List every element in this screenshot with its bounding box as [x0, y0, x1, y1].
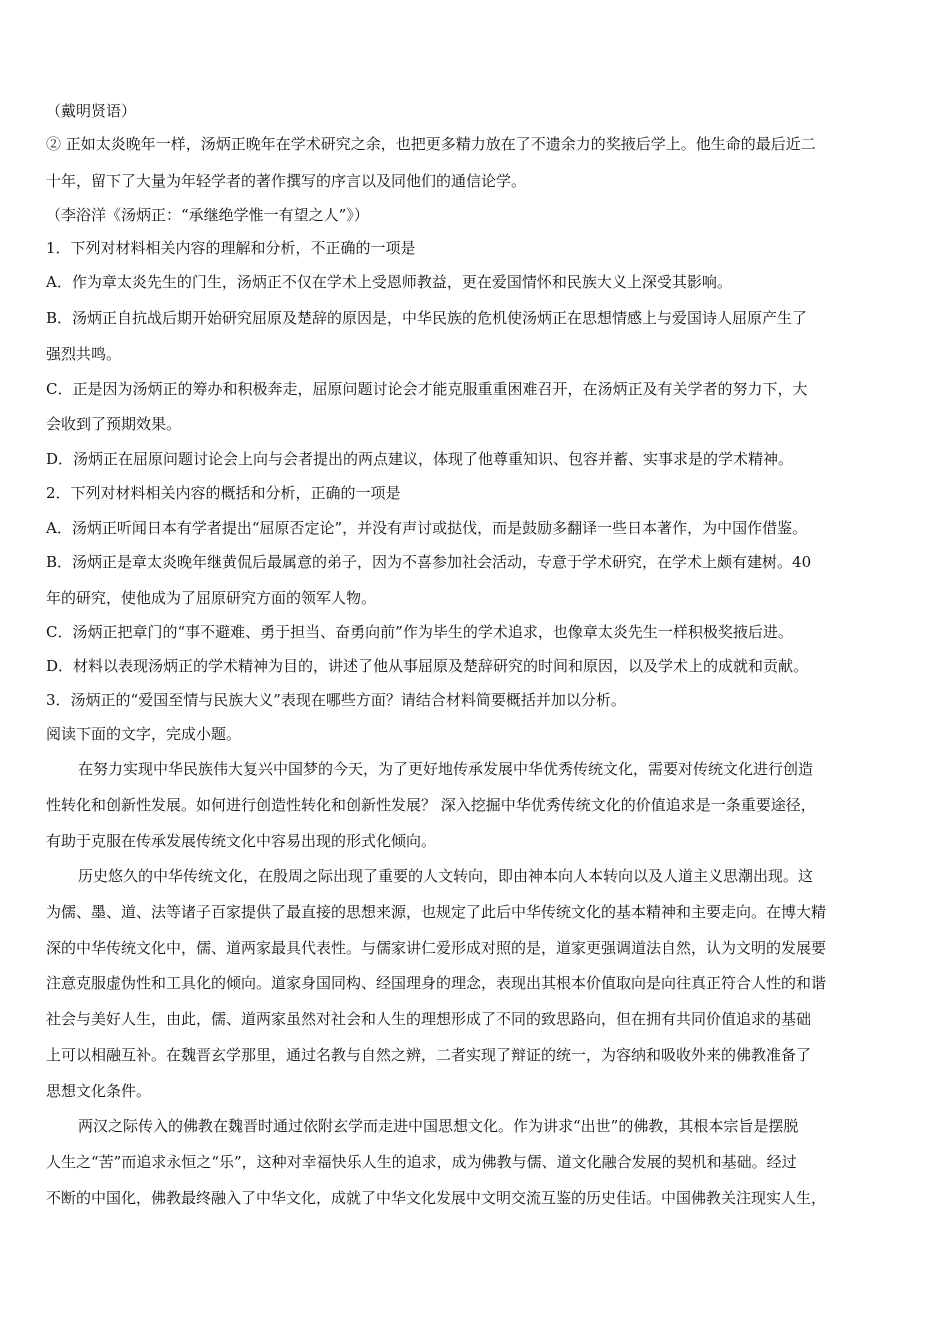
question-2-option-a: A．汤炳正听闻日本有学者提出“屈原否定论”，并没有声讨或挞伐，而是鼓励多翻译一些日本著作，为中国作借鉴。 — [46, 519, 808, 537]
question-2-stem: 2．下列对材料相关内容的概括和分析，正确的一项是 — [46, 484, 401, 502]
question-3-stem: 3．汤炳正的“爱国至情与民族大义”表现在哪些方面？请结合材料简要概括并加以分析。 — [46, 691, 626, 709]
question-2-option-b-cont: 年的研究，使他成为了屈原研究方面的领军人物。 — [46, 589, 377, 607]
question-1-option-d: D．汤炳正在屈原问题讨论会上向与会者提出的两点建议，体现了他尊重知识、包容并蓄、实事求是的学术精神。 — [46, 450, 794, 468]
paragraph-line: 不断的中国化，佛教最终融入了中华文化，成就了中华文化发展中文明交流互鉴的历史佳话。中国佛教关注现实人生， — [46, 1189, 827, 1207]
source-attribution: （李浴洋《汤炳正：“承继绝学惟一有望之人”》） — [46, 206, 369, 224]
paragraph-line: 人生之“苦”而追求永恒之“乐”，这种对幸福快乐人生的追求，成为佛教与儒、道文化融合发展的契机和基础。经过 — [46, 1153, 797, 1171]
paragraph-line: 深的中华传统文化中，儒、道两家最具代表性。与儒家讲仁爱形成对照的是，道家更强调道法自然，认为文明的发展要 — [46, 939, 827, 957]
question-2-option-c: C．汤炳正把章门的“事不避难、勇于担当、奋勇向前”作为毕生的学术追求，也像章太炎先生一样积极奖掖后进。 — [46, 623, 793, 641]
source-attribution: （戴明贤语） — [46, 102, 137, 120]
question-2-option-b: B．汤炳正是章太炎晚年继黄侃后最属意的弟子，因为不喜参加社会活动，专意于学术研究，在学术上颇有建树。40 — [46, 553, 812, 571]
paragraph-line: 在努力实现中华民族伟大复兴中国梦的今天，为了更好地传承发展中华优秀传统文化，需要对传统文化进行创造 — [78, 760, 814, 778]
paragraph-line: 注意克服虚伪性和工具化的倾向。道家身国同构、经国理身的理念，表现出其根本价值取向是向往真正符合人性的和谐 — [46, 974, 827, 992]
question-1-option-b: B．汤炳正自抗战后期开始研究屈原及楚辞的原因是，中华民族的危机使汤炳正在思想情感上与爱国诗人屈原产生了 — [46, 309, 808, 327]
question-1-option-b-cont: 强烈共鸣。 — [46, 345, 122, 363]
paragraph-line: 历史悠久的中华传统文化，在殷周之际出现了重要的人文转向，即由神本向人本转向以及人道主义思潮出现。这 — [78, 867, 814, 885]
paragraph-line: 十年，留下了大量为年轻学者的著作撰写的序言以及同他们的通信论学。 — [46, 172, 527, 190]
paragraph-line: 性转化和创新性发展。如何进行创造性转化和创新性发展？ 深入挖掘中华优秀传统文化的价值追求是一条重要途径， — [46, 796, 816, 814]
question-2-option-d: D．材料以表现汤炳正的学术精神为目的，讲述了他从事屈原及楚辞研究的时间和原因，以及学术上的成就和贡献。 — [46, 657, 809, 675]
reading-instruction: 阅读下面的文字，完成小题。 — [46, 725, 242, 743]
paragraph-line: 思想文化条件。 — [46, 1082, 152, 1100]
paragraph-line: 有助于克服在传承发展传统文化中容易出现的形式化倾向。 — [46, 832, 437, 850]
question-1-option-c: C．正是因为汤炳正的筹办和积极奔走，屈原问题讨论会才能克服重重困难召开，在汤炳正及有关学者的努力下，大 — [46, 380, 808, 398]
question-1-stem: 1．下列对材料相关内容的理解和分析，不正确的一项是 — [46, 239, 416, 257]
question-1-option-a: A．作为章太炎先生的门生，汤炳正不仅在学术上受恩师教益，更在爱国情怀和民族大义上深受其影响。 — [46, 273, 732, 291]
paragraph-line: 上可以相融互补。在魏晋玄学那里，通过名教与自然之辨，二者实现了辩证的统一，为容纳和吸收外来的佛教准备了 — [46, 1046, 812, 1064]
paragraph-line: 两汉之际传入的佛教在魏晋时通过依附玄学而走进中国思想文化。作为讲求“出世”的佛教，其根本宗旨是摆脱 — [78, 1117, 799, 1135]
paragraph-line: 社会与美好人生，由此，儒、道两家虽然对社会和人生的理想形成了不同的致思路向，但在拥有共同价值追求的基础 — [46, 1010, 812, 1028]
paragraph-line: 为儒、墨、道、法等诸子百家提供了最直接的思想来源，也规定了此后中华传统文化的基本精神和主要走向。在博大精 — [46, 903, 827, 921]
question-1-option-c-cont: 会收到了预期效果。 — [46, 415, 182, 433]
paragraph-line: ② 正如太炎晚年一样，汤炳正晚年在学术研究之余，也把更多精力放在了不遗余力的奖掖后学上。他生命的最后近二 — [46, 135, 816, 153]
